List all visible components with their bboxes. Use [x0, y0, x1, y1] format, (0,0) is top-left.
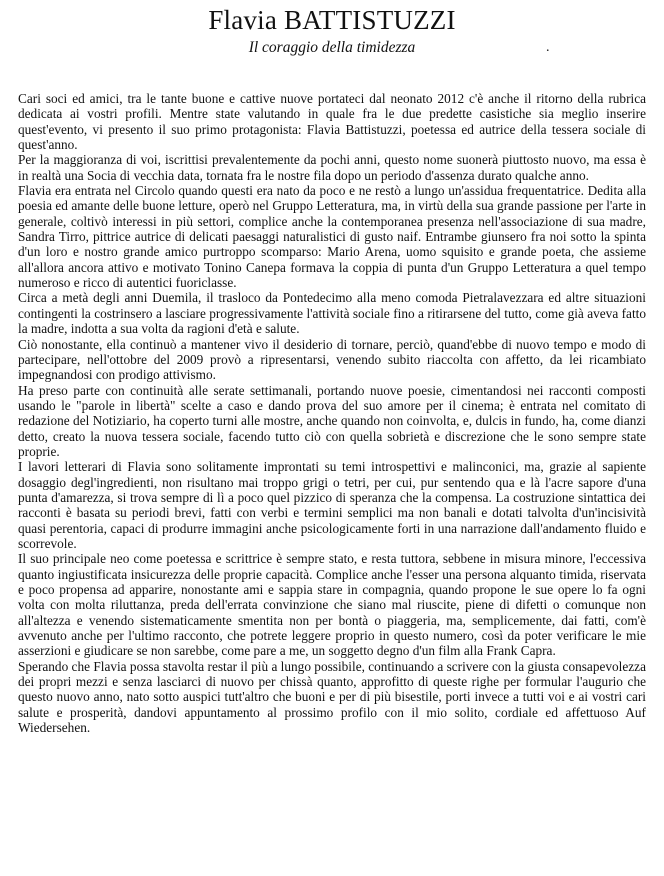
paragraph-2: Per la maggioranza di voi, iscrittisi prevalentemente da pochi anni, questo nome suonerà piuttosto nuovo, ma essa è in realtà una Socia di vecchia data, tornata fra le nostre fila dopo un periodo d'assenza durato qualche anno.	[18, 152, 646, 183]
paragraph-4: Circa a metà degli anni Duemila, il trasloco da Pontedecimo alla meno comoda Pietralavezzara ed altre situazioni contingenti la costrinsero a lasciare progressivamente l'attività sociale fino a ritirarsene del tutto, come già aveva fatto la madre, indotta a sua volta da ragioni d'età e salute.	[18, 290, 646, 337]
paragraph-8: Il suo principale neo come poetessa e scrittrice è sempre stato, e resta tuttora, sebbene in misura minore, l'eccessiva quanto ingiustificata insicurezza delle proprie capacità. Complice anche l'esser una persona alquanto timida, riservata e poco propensa ad apparire, nonostante ami e sappia stare in compagnia, quando propone le sue opere lo fa ogni volta con molta riluttanza, preda dell'errata convinzione che siano mal riuscite, piene di difetti o comunque non all'altezza e venendo sistematicamente smentita non per bontà o piaggeria, ma, semplicemente, dai fatti, com'è avvenuto anche per l'ultimo racconto, che potrete leggere proprio in questo numero, così da poter verificare le mie asserzioni e giudicare se non sarebbe, come pare a me, un soggetto degno d'un film alla Frank Capra.	[18, 551, 646, 659]
stray-mark: .	[546, 40, 550, 55]
article-body	[18, 91, 646, 735]
paragraph-1: Cari soci ed amici, tra le tante buone e cattive nuove portateci dal neonato 2012 c'è anche il ritorno della rubrica dedicata ai vostri profili. Mentre state valutando in quale fra le due predette casistiche sia meglio inserire quest'evento, vi presento il suo primo protagonista: Flavia Battistuzzi, poetessa ed autrice della tessera sociale di quest'anno.	[18, 91, 646, 153]
paragraph-6: Ha preso parte con continuità alle serate settimanali, portando nuove poesie, cimentandosi nei racconti composti usando le "parole in libertà" scelte a caso e dando prova del suo amore per il cinema; è entrata nel comitato di redazione del Notiziario, ha coperto turni alle mostre, anche quando non coinvolta, e, dulcis in fundo, ha, come dianzi detto, creato la nuova tessera sociale, facendo tutto ciò con quella sobrietà e discrezione che le sono sempre state proprie.	[18, 382, 646, 459]
page-title: Flavia BATTISTUZZI	[208, 5, 456, 35]
paragraph-7: I lavori letterari di Flavia sono solitamente improntati su temi introspettivi e malinconici, ma, grazie al sapiente dosaggio degl'ingredienti, non risultano mai troppo grigi o tetri, per cui, pur sentendo qua e là l'acre sapore d'una punta d'amarezza, si trova sempre di lì a poco quel pizzico di speranza che la compensa. La costruzione sintattica dei racconti è basata su periodi brevi, fatti con verbi e termini semplici ma non banali e dotati talvolta d'un'incisività quasi perentoria, capaci di produrre immagini anche psicologicamente forti in una narrazione dall'andamento fluido e scorrevole.	[18, 459, 646, 551]
paragraph-3: Flavia era entrata nel Circolo quando questi era nato da poco e ne restò a lungo un'assidua frequentatrice. Dedita alla poesia ed amante delle buone letture, operò nel Gruppo Letteratura, ma, in virtù della sua grande passione per l'arte in generale, coltivò interessi in più settori, complice anche la contemporanea presenza nell'associazione di sua madre, Sandra Tirro, pittrice autrice di delicati paesaggi naturalistici di gusto naif. Entrambe giunsero fra noi sotto la spinta d'un loro e nostro grande amico purtroppo scomparso: Mario Arena, uomo squisito e grande poeta, che assieme all'allora ancora attivo e motivato Tonino Canepa formava la coppia di punta d'un Gruppo Letteratura a quel tempo numeroso e ricco di autentici fuoriclasse.	[18, 183, 646, 291]
paragraph-9: Sperando che Flavia possa stavolta restar il più a lungo possibile, continuando a scrivere con la giusta consapevolezza dei propri mezzi e senza lasciarci di nuovo per chissà quanto, approfitto di queste righe per formular l'augurio che questo nuovo anno, nato sotto auspici tutt'altro che buoni e per di più bisestile, porti invece a tutti voi e ai vostri cari salute e prosperità, dandovi appuntamento al prossimo profilo con il mio solito, cordiale ed affettuoso Auf Wiedersehen.	[18, 658, 646, 736]
page-subtitle: Il coraggio della timidezza	[248, 39, 416, 56]
paragraph-5: Ciò nonostante, ella continuò a mantener vivo il desiderio di tornare, perciò, quand'ebbe di nuovo tempo e modo di partecipare, nell'ottobre del 2009 provò a ripresentarsi, venendo subito riaccolta con affetto, da lei ricambiato impegnandosi con prodigo attivismo.	[18, 336, 646, 383]
